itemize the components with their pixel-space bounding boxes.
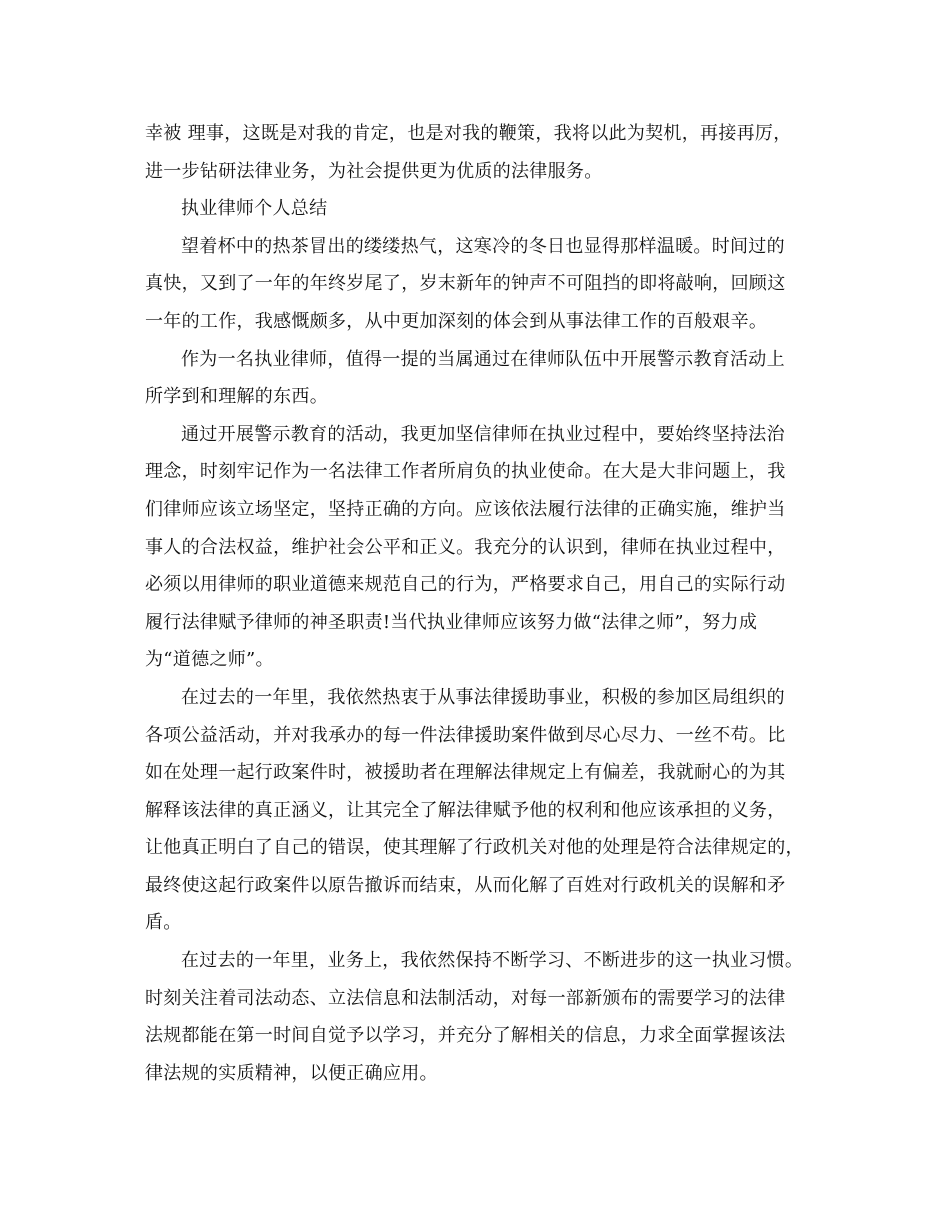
document-body	[145, 115, 805, 1092]
text-line: 各项公益活动，并对我承办的每一件法律援助案件做到尽心尽力、一丝不苟。比	[145, 724, 786, 746]
text-line: 在过去的一年里，我依然热衷于从事法律援助事业，积极的参加区局组织的	[181, 686, 785, 708]
text-line: 事人的合法权益，维护社会公平和正义。我充分的认识到，律师在执业过程中，	[145, 536, 786, 558]
text-line: 必须以用律师的职业道德来规范自己的行为，严格要求自己，用自己的实际行动	[145, 574, 786, 596]
text-line: 在过去的一年里，业务上，我依然保持不断学习、不断进步的这一执业习惯。	[181, 950, 804, 972]
text-line: 盾。	[145, 912, 182, 934]
text-line: 一年的工作，我感慨颇多，从中更加深刻的体会到从事法律工作的百般艰辛。	[145, 310, 768, 332]
text-line: 履行法律赋予律师的神圣职责!当代执业律师应该努力做“法律之师”，努力成	[145, 611, 758, 633]
text-line: 作为一名执业律师，值得一提的当属通过在律师队伍中开展警示教育活动上	[181, 348, 785, 370]
text-line: 幸被 理事，这既是对我的肯定，也是对我的鞭策，我将以此为契机，再接再厉，	[145, 123, 792, 144]
text-line: 解释该法律的真正涵义，让其完全了解法律赋予他的权利和他应该承担的义务，	[145, 799, 786, 821]
text-line: 最终使这起行政案件以原告撤诉而结束，从而化解了百姓对行政机关的误解和矛	[145, 874, 786, 896]
text-line: 执业律师个人总结	[181, 198, 328, 220]
text-line: 法规都能在第一时间自觉予以学习，并充分了解相关的信息，力求全面掌握该法	[145, 1025, 786, 1047]
text-line: 真快，又到了一年的年终岁尾了，岁末新年的钟声不可阻挡的即将敲响，回顾这	[145, 273, 786, 295]
text-line: 律法规的实质精神，以便正确应用。	[145, 1062, 438, 1084]
text-line: 时刻关注着司法动态、立法信息和法制活动，对每一部新颁布的需要学习的法律	[145, 987, 786, 1009]
text-line: 理念，时刻牢记作为一名法律工作者所肩负的执业使命。在大是大非问题上，我	[145, 461, 786, 483]
text-line: 望着杯中的热茶冒出的缕缕热气，这寒冷的冬日也显得那样温暖。时间过的	[181, 235, 785, 257]
text-line: 为“道德之师”。	[145, 649, 274, 671]
text-line: 进一步钻研法律业务，为社会提供更为优质的法律服务。	[145, 160, 603, 182]
text-line: 所学到和理解的东西。	[145, 386, 328, 408]
text-line: 如在处理一起行政案件时，被援助者在理解法律规定上有偏差，我就耐心的为其	[145, 762, 786, 784]
text-line: 让他真正明白了自己的错误，使其理解了行政机关对他的处理是符合法律规定的，	[145, 837, 804, 859]
text-line: 通过开展警示教育的活动，我更加坚信律师在执业过程中，要始终坚持法治	[181, 423, 785, 445]
text-line: 们律师应该立场坚定，坚持正确的方向。应该依法履行法律的正确实施，维护当	[145, 498, 786, 520]
